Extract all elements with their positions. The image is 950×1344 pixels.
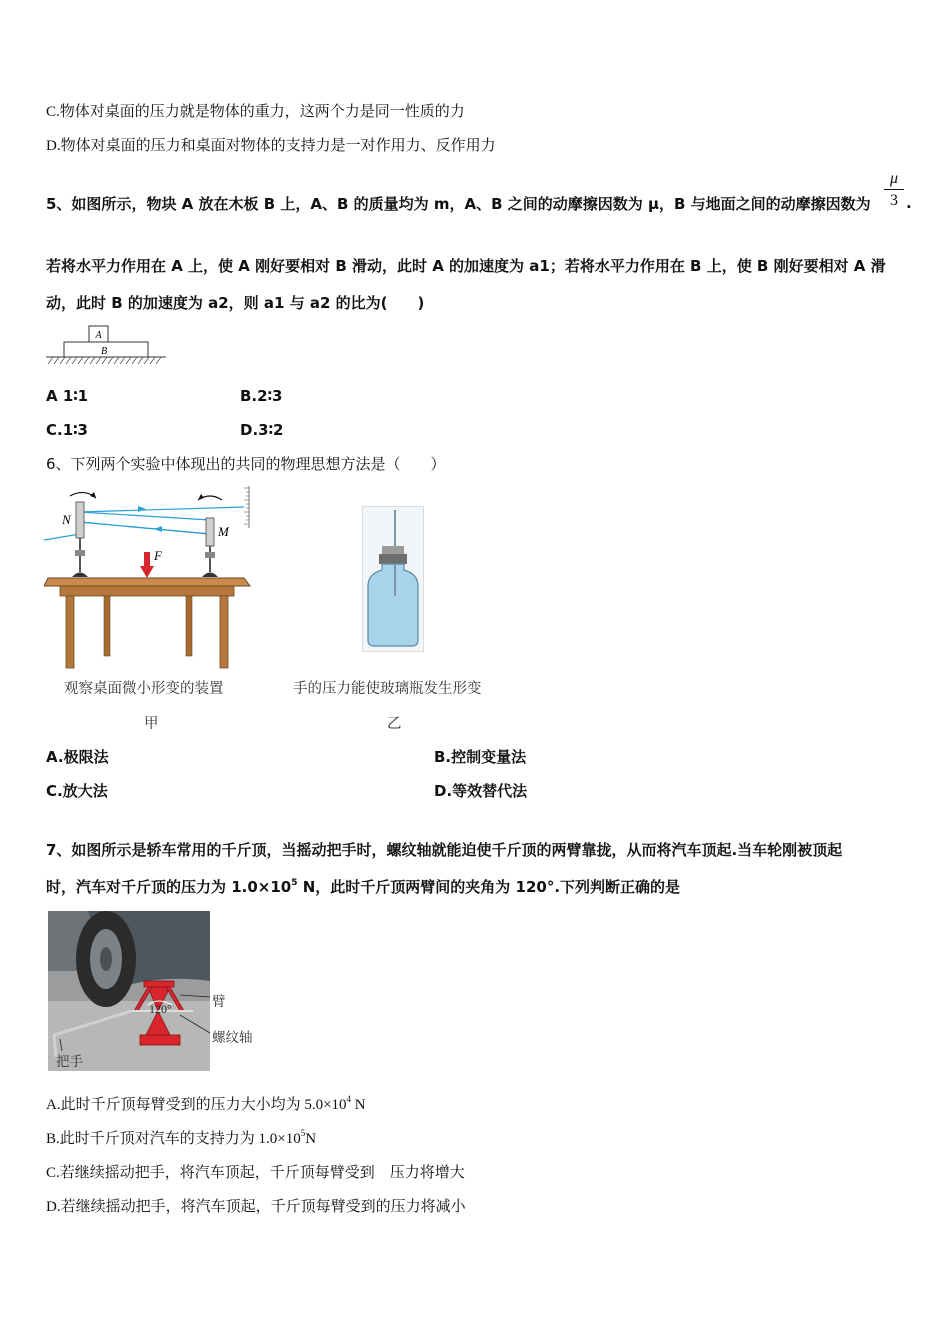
- q5-option-b: B.2∶3: [240, 387, 283, 405]
- q7-stem-line2-b: N，此时千斤顶两臂间的夹角为 120°.下列判断正确的是: [297, 878, 681, 896]
- q5-figure-label-b: B: [100, 346, 108, 357]
- q6-figure1-tag: 甲: [144, 716, 159, 732]
- q7-stem-line2-exponent: 5: [291, 878, 298, 888]
- q7-option-c: C.若继续摇动把手，将汽车顶起，千斤顶每臂受到 压力将增大: [46, 1165, 465, 1181]
- q6-option-a: A.极限法: [46, 748, 109, 766]
- q6-figure1-label-f: F: [154, 548, 162, 563]
- q6-figure2-tag: 乙: [387, 716, 402, 732]
- q5-fraction-numerator: μ: [884, 170, 904, 190]
- q5-option-a: A 1∶1: [46, 387, 89, 405]
- q5-figure-label-a: A: [95, 330, 102, 341]
- q7-photo-label-screw: 螺纹轴: [212, 1030, 253, 1046]
- q7-photo-label-arm: 臂: [212, 994, 226, 1010]
- q6-figure-table-apparatus: [44, 482, 256, 672]
- q6-option-d: D.等效替代法: [434, 782, 528, 800]
- q6-option-b: B.控制变量法: [434, 748, 527, 766]
- q7-photo-angle-label: 120°: [149, 1002, 172, 1016]
- q6-stem: 6、下列两个实验中体现出的共同的物理思想方法是（ ）: [46, 455, 446, 473]
- q7-option-a-text: A.此时千斤顶每臂受到的压力大小均为 5.0×10: [46, 1097, 347, 1113]
- q7-option-b-exponent: 5: [300, 1128, 306, 1138]
- q6-figure1-label-n: N: [62, 512, 71, 527]
- q5-fraction-tail: .: [906, 194, 912, 212]
- q6-figure-glass-bottle: [362, 506, 424, 652]
- q7-option-b: [46, 1129, 316, 1149]
- q5-stem-line1: 5、如图所示，物块 A 放在木板 B 上，A、B 的质量均为 m，A、B 之间的动摩擦因数为 μ，B 与地面之间的动摩擦因数为: [46, 195, 871, 213]
- q7-photo-car-jack: [48, 911, 263, 1073]
- q7-option-d: D.若继续摇动把手，将汽车顶起，千斤顶每臂受到的压力将减小: [46, 1199, 466, 1215]
- q7-option-b-unit: N: [305, 1131, 317, 1147]
- q5-fraction: [884, 170, 904, 210]
- q5-option-c: C.1∶3: [46, 421, 88, 439]
- q7-photo-label-handle: 把手: [56, 1054, 83, 1070]
- q6-figure2-caption: 手的压力能使玻璃瓶发生形变: [293, 681, 482, 697]
- q7-option-b-text: B.此时千斤顶对汽车的支持力为 1.0×10: [46, 1131, 301, 1147]
- q6-figure1-caption: 观察桌面微小形变的装置: [64, 681, 224, 697]
- q5-figure-blocks: [46, 324, 168, 368]
- q4-option-d: D.物体对桌面的压力和桌面对物体的支持力是一对作用力、反作用力: [46, 138, 496, 154]
- q5-option-d: D.3∶2: [240, 421, 284, 439]
- q7-option-a-unit: N: [351, 1097, 366, 1113]
- q7-option-a: [46, 1095, 366, 1115]
- q5-fraction-denominator: 3: [890, 192, 898, 209]
- q4-option-c: C.物体对桌面的压力就是物体的重力，这两个力是同一性质的力: [46, 104, 465, 120]
- q6-option-c: C.放大法: [46, 782, 108, 800]
- q5-stem-line2: 若将水平力作用在 A 上，使 A 刚好要相对 B 滑动，此时 A 的加速度为 a1；若将水平力作用在 B 上，使 B 刚好要相对 A 滑: [46, 257, 886, 275]
- q7-stem-line2-a: 时，汽车对千斤顶的压力为 1.0×10: [46, 878, 292, 896]
- q7-stem-line2: [46, 877, 680, 897]
- q5-stem-line3: 动，此时 B 的加速度为 a2，则 a1 与 a2 的比为( ): [46, 294, 425, 312]
- q6-figure1-label-m: M: [218, 524, 229, 539]
- q7-stem-line1: 7、如图所示是轿车常用的千斤顶，当摇动把手时，螺纹轴就能迫使千斤顶的两臂靠拢，从而将汽车顶起.当车轮刚被顶起: [46, 841, 843, 859]
- q7-option-a-exponent: 4: [346, 1094, 352, 1104]
